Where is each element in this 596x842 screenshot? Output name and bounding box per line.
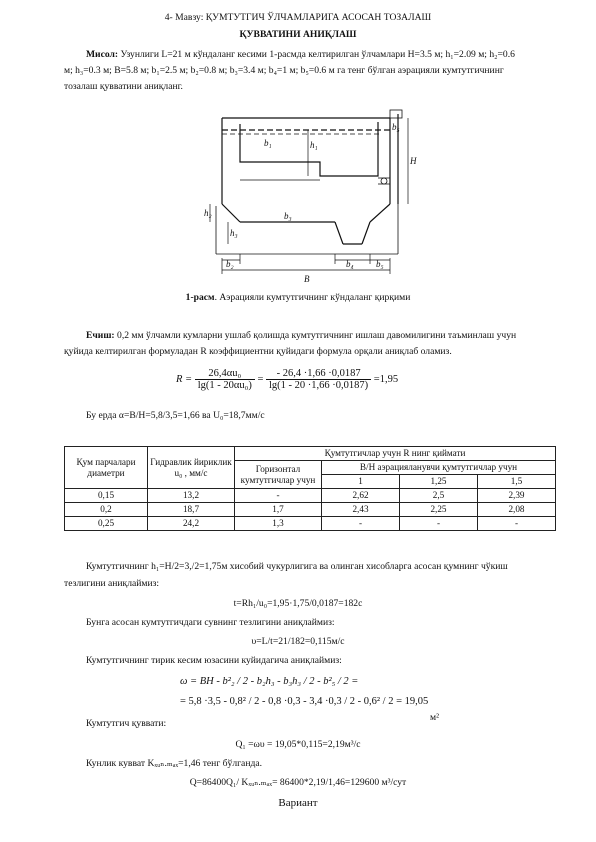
title-line-2: ҚУВВАТИНИ АНИҚЛАШ	[239, 29, 357, 40]
k-line: Кунлик кувват Kₓᵤₙ.ₘₐₓ=1,46 тенг бўлганда.	[86, 758, 262, 769]
label-b5-top: b₅	[392, 122, 400, 132]
label-b1: b₁	[264, 138, 272, 148]
th-aerated: В/Н аэрацияланувчи қумтутгичлар учун	[322, 461, 556, 475]
th-group: Қумтутгичлар учун R нинг қиймати	[235, 447, 556, 461]
th-aer-2: 1,25	[399, 475, 477, 489]
solution-line-1: Ечиш: 0,2 мм ўлчамли кумларни ушлаб қолишда кумтутгичнинг ишлаш давомилигини таъминлаш учун	[86, 330, 517, 341]
th-aer-3: 1,5	[477, 475, 555, 489]
label-b4: b₄	[346, 259, 354, 269]
variant-heading: Вариант	[278, 797, 318, 809]
label-b2: b₂	[226, 259, 234, 269]
area-label: Кумтутгичнинг тирик кесим юзасини куйидагича аниқлаймиз:	[86, 655, 342, 666]
table-row: 0,15 13,2 - 2,62 2,5 2,39	[65, 489, 556, 503]
label-B: B	[304, 274, 310, 284]
eq-q1: Q₁ =ωυ = 19,05*0,115=2,19м³/с	[235, 739, 361, 750]
label-H: H	[410, 156, 417, 166]
label-b3: b₃	[284, 211, 292, 221]
eq-v: υ=L/t=21/182=0,115м/с	[251, 636, 345, 647]
eq-omega-2: = 5,8 ·3,5 - 0,8² / 2 - 0,8 ·0,3 - 3,4 ·0,3 / 2 - 0,6² / 2 = 19,05	[180, 696, 429, 707]
eq-t: t=Rh₁/u₀=1,95·1,75/0,0187=182с	[233, 598, 363, 609]
flow-speed-label: Бунга асосан кумтутгичдаги сувнинг тезлигини аниқлаймиз:	[86, 617, 335, 628]
solution-label: Ечиш:	[86, 330, 115, 341]
r-value-table	[64, 446, 556, 531]
label-b5: b₅	[376, 259, 384, 269]
formula-R: R = $\frac{\text{26,4αu₀}}{\text{lg(1 - 20αu₀)}}$ = $\frac{- 26,4 \cdot 1,66 \cdot 0,0187}{\lg(1 - 20 \cdot 1,66 \cdot 0,0187)}$ =1,95	[176, 368, 399, 391]
example-line-2: м; h₃=0.3 м; B=5.8 м; b₁=2.5 м; b₂=0.8 м; b₃=3.4 м; b₄=1 м; b₅=0.6 м га тенг бўлган аэрацияли кумтутгичнинг	[64, 65, 504, 76]
depth-line-2: тезлигини аниқлаймиз:	[64, 578, 160, 589]
title-line-1: 4- Мавзу: ҚУМТУТГИЧ ЎЛЧАМЛАРИГА АСОСАН ТОЗАЛАШ	[164, 12, 432, 23]
capacity-label: Кумтутгич қуввати:	[86, 718, 167, 729]
example-line-1: Мисол: Узунлиги L=21 м кўндаланг кесими 1-расмда келтирилган ўлчамлари H=3.5 м; h₁=2.09 м; h₂=0.6	[86, 49, 515, 60]
example-label: Мисол:	[86, 49, 119, 60]
alpha-line: Бу ерда α=B/H=5,8/3,5=1,66 ва U₀=18,7мм/с	[86, 410, 265, 421]
label-h3: h₃	[230, 228, 238, 238]
eq-omega-1: ω = BH - b²₂ / 2 - b₂h₃ - b₃h₃ / 2 - b²₅ / 2 =	[180, 676, 359, 687]
label-h2: h₂	[204, 208, 212, 218]
eq-Q: Q=86400Q₁/ Kₓᵤₙ.ₘₐₓ= 86400*2,19/1,46=129600 м³/сут	[189, 777, 407, 788]
table-row: 0,2 18,7 1,7 2,43 2,25 2,08	[65, 503, 556, 517]
depth-line-1: Кумтутгичнинг h₁=H/2=3,/2=1,75м хисобий чукурлигига ва олинган хисобларга асосан қумнинг чўкиш	[86, 561, 508, 572]
th-diameter: Қум парчалари диаметри	[65, 447, 148, 489]
solution-line-2: қуйида келтирилган формуладан R коэффициентни қуйидаги формула орқали аниқлаб оламиз.	[64, 346, 452, 357]
m2-unit: м²	[430, 712, 439, 723]
th-horizontal: Горизонтал кумтутгичлар учун	[235, 461, 322, 489]
label-h1: h₁	[310, 140, 318, 150]
cross-section-figure	[200, 104, 420, 286]
table-row: 0,25 24,2 1,3 - - -	[65, 517, 556, 531]
th-aer-1: 1	[322, 475, 400, 489]
th-hydraulic: Гидравлик йириклик u₀ , мм/с	[148, 447, 235, 489]
figure-caption: 1-расм. Аэрацияли кумтутгичнинг кўндаланг қирқими	[185, 292, 411, 303]
example-line-3: тозалаш қувватини аниқланг.	[64, 81, 183, 92]
